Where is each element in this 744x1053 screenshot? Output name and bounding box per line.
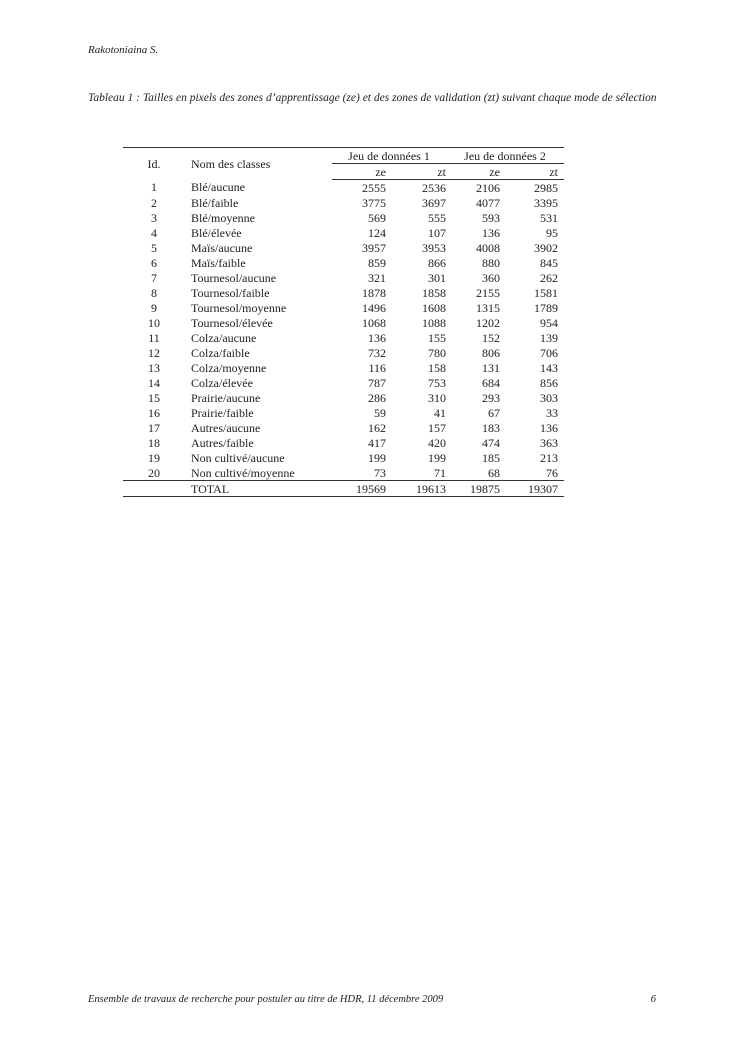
cell-ze-2: 19875 bbox=[446, 481, 504, 497]
cell-zt-1: 555 bbox=[428, 210, 446, 225]
table-row bbox=[123, 195, 564, 210]
cell-ze-2: 880 bbox=[482, 255, 500, 270]
cell-id: 5 bbox=[151, 240, 157, 255]
cell-class-name: Maïs/faible bbox=[191, 255, 246, 270]
cell-ze-1: 136 bbox=[368, 330, 386, 345]
cell-zt-2: 76 bbox=[504, 465, 564, 481]
table-row bbox=[123, 240, 564, 255]
cell-zt-1: 753 bbox=[428, 375, 446, 390]
table-row bbox=[123, 435, 564, 450]
cell-ze-1: 19569 bbox=[332, 481, 390, 497]
cell-zt-2: 143 bbox=[540, 360, 558, 375]
cell-class-name: Colza/aucune bbox=[191, 330, 257, 345]
cell-class-name: Colza/élevée bbox=[191, 375, 253, 390]
cell-ze-2: 806 bbox=[482, 345, 500, 360]
page-number: 6 bbox=[650, 994, 656, 1005]
subheader-ze-2: ze bbox=[446, 164, 504, 180]
cell-ze-1: 417 bbox=[368, 435, 386, 450]
cell-ze-1: 2555 bbox=[362, 180, 386, 195]
cell-ze-2: 2106 bbox=[476, 180, 500, 195]
cell-class-name: Non cultivé/aucune bbox=[191, 450, 285, 465]
cell-zt-1: 19613 bbox=[390, 481, 446, 497]
cell-zt-1: 107 bbox=[428, 225, 446, 240]
cell-zt-1: 310 bbox=[428, 390, 446, 405]
cell-id: 13 bbox=[148, 360, 160, 375]
cell-ze-2: 152 bbox=[482, 330, 500, 345]
table-row bbox=[123, 360, 564, 375]
table-row bbox=[123, 405, 564, 420]
table-row bbox=[123, 390, 564, 405]
cell-id: 2 bbox=[151, 195, 157, 210]
cell-ze-1: 116 bbox=[368, 360, 386, 375]
cell-zt-1: 3953 bbox=[422, 240, 446, 255]
cell-id: 6 bbox=[151, 255, 157, 270]
table-total-row bbox=[123, 481, 564, 497]
cell-class-name: Autres/aucune bbox=[191, 420, 261, 435]
table-row bbox=[123, 465, 564, 481]
cell-id: 16 bbox=[148, 405, 160, 420]
cell-zt-2: 33 bbox=[546, 405, 558, 420]
cell-ze-1: 732 bbox=[368, 345, 386, 360]
cell-zt-2: 845 bbox=[540, 255, 558, 270]
cell-zt-1: 71 bbox=[390, 465, 446, 481]
cell-id: 7 bbox=[151, 270, 157, 285]
cell-ze-1: 787 bbox=[368, 375, 386, 390]
cell-ze-2: 131 bbox=[482, 360, 500, 375]
cell-id: 9 bbox=[151, 300, 157, 315]
cell-ze-2: 1202 bbox=[476, 315, 500, 330]
table-row bbox=[123, 225, 564, 240]
cell-id: 1 bbox=[151, 180, 157, 195]
header-id: Id. bbox=[123, 148, 185, 180]
cell-ze-1: 286 bbox=[368, 390, 386, 405]
data-table bbox=[123, 147, 564, 497]
cell-class-name: Tournesol/moyenne bbox=[191, 300, 287, 315]
cell-class-name: Prairie/aucune bbox=[191, 390, 261, 405]
cell-zt-1: 199 bbox=[428, 450, 446, 465]
cell-zt-1: 866 bbox=[428, 255, 446, 270]
cell-ze-1: 3775 bbox=[362, 195, 386, 210]
table-row bbox=[123, 285, 564, 300]
cell-zt-2: 262 bbox=[540, 270, 558, 285]
cell-zt-1: 41 bbox=[434, 405, 446, 420]
cell-ze-1: 73 bbox=[332, 465, 390, 481]
cell-ze-1: 859 bbox=[368, 255, 386, 270]
cell-class-name: Autres/faible bbox=[191, 435, 254, 450]
cell-class-name: Colza/moyenne bbox=[191, 360, 267, 375]
cell-zt-2: 213 bbox=[540, 450, 558, 465]
cell-zt-1: 158 bbox=[428, 360, 446, 375]
table-row bbox=[123, 345, 564, 360]
cell-ze-2: 67 bbox=[488, 405, 500, 420]
cell-ze-2: 360 bbox=[482, 270, 500, 285]
cell-class-name: Blé/aucune bbox=[191, 180, 245, 195]
cell-class-name: Prairie/faible bbox=[191, 405, 254, 420]
subheader-ze-1: ze bbox=[332, 164, 390, 180]
header-dataset-1: Jeu de données 1 bbox=[332, 148, 446, 164]
table-row bbox=[123, 270, 564, 285]
cell-ze-2: 4008 bbox=[476, 240, 500, 255]
cell-zt-2: 856 bbox=[540, 375, 558, 390]
cell-ze-2: 183 bbox=[482, 420, 500, 435]
cell-class-name: Tournesol/aucune bbox=[191, 270, 277, 285]
cell-class-name: Tournesol/élevée bbox=[191, 315, 273, 330]
cell-ze-1: 124 bbox=[368, 225, 386, 240]
cell-id: 3 bbox=[151, 210, 157, 225]
table-row bbox=[123, 300, 564, 315]
cell-ze-2: 684 bbox=[482, 375, 500, 390]
cell-id: 12 bbox=[148, 345, 160, 360]
cell-ze-2: 4077 bbox=[476, 195, 500, 210]
cell-zt-1: 420 bbox=[428, 435, 446, 450]
cell-zt-2: 136 bbox=[540, 420, 558, 435]
cell-zt-2: 303 bbox=[540, 390, 558, 405]
cell-id: 10 bbox=[148, 315, 160, 330]
cell-ze-1: 59 bbox=[374, 405, 386, 420]
subheader-zt-1: zt bbox=[390, 164, 446, 180]
cell-class-name: TOTAL bbox=[185, 481, 332, 497]
cell-zt-1: 157 bbox=[428, 420, 446, 435]
cell-zt-1: 301 bbox=[428, 270, 446, 285]
running-header-author: Rakotoniaina S. bbox=[88, 44, 159, 56]
table-row bbox=[123, 210, 564, 225]
cell-ze-2: 293 bbox=[482, 390, 500, 405]
cell-zt-2: 1789 bbox=[534, 300, 558, 315]
cell-id: 15 bbox=[148, 390, 160, 405]
cell-ze-2: 68 bbox=[446, 465, 504, 481]
cell-ze-1: 3957 bbox=[362, 240, 386, 255]
cell-zt-2: 19307 bbox=[504, 481, 564, 497]
cell-ze-2: 185 bbox=[482, 450, 500, 465]
cell-zt-1: 155 bbox=[428, 330, 446, 345]
table-row bbox=[123, 450, 564, 465]
cell-id: 11 bbox=[148, 330, 160, 345]
cell-ze-2: 474 bbox=[482, 435, 500, 450]
cell-class-name: Maïs/aucune bbox=[191, 240, 253, 255]
table-row bbox=[123, 255, 564, 270]
cell-zt-2: 363 bbox=[540, 435, 558, 450]
cell-zt-2: 706 bbox=[540, 345, 558, 360]
cell-ze-1: 199 bbox=[368, 450, 386, 465]
cell-zt-1: 1608 bbox=[422, 300, 446, 315]
cell-id: 18 bbox=[148, 435, 160, 450]
cell-id: 8 bbox=[151, 285, 157, 300]
cell-zt-1: 3697 bbox=[422, 195, 446, 210]
cell-zt-2: 95 bbox=[546, 225, 558, 240]
cell-ze-2: 593 bbox=[482, 210, 500, 225]
cell-ze-1: 1068 bbox=[362, 315, 386, 330]
table-row bbox=[123, 330, 564, 345]
cell-zt-2: 3902 bbox=[534, 240, 558, 255]
table-row bbox=[123, 420, 564, 435]
cell-id bbox=[123, 481, 185, 497]
cell-zt-1: 1088 bbox=[422, 315, 446, 330]
table-row bbox=[123, 315, 564, 330]
cell-class-name: Blé/moyenne bbox=[191, 210, 255, 225]
cell-zt-2: 531 bbox=[540, 210, 558, 225]
cell-zt-2: 3395 bbox=[534, 195, 558, 210]
subheader-zt-2: zt bbox=[504, 164, 564, 180]
cell-ze-2: 1315 bbox=[476, 300, 500, 315]
cell-class-name: Colza/faible bbox=[191, 345, 250, 360]
table-header-row bbox=[123, 148, 564, 164]
cell-zt-2: 139 bbox=[540, 330, 558, 345]
cell-ze-1: 162 bbox=[368, 420, 386, 435]
cell-id: 4 bbox=[151, 225, 157, 240]
cell-class-name: Non cultivé/moyenne bbox=[185, 465, 332, 481]
cell-id: 20 bbox=[123, 465, 185, 481]
cell-zt-1: 1858 bbox=[422, 285, 446, 300]
cell-ze-1: 1878 bbox=[362, 285, 386, 300]
cell-id: 14 bbox=[148, 375, 160, 390]
cell-ze-1: 1496 bbox=[362, 300, 386, 315]
footer-text: Ensemble de travaux de recherche pour postuler au titre de HDR, 11 décembre 2009 bbox=[88, 994, 444, 1005]
cell-zt-2: 954 bbox=[540, 315, 558, 330]
cell-class-name: Tournesol/faible bbox=[191, 285, 270, 300]
cell-id: 19 bbox=[148, 450, 160, 465]
cell-ze-2: 136 bbox=[482, 225, 500, 240]
header-dataset-2: Jeu de données 2 bbox=[446, 148, 564, 164]
cell-zt-1: 2536 bbox=[422, 180, 446, 195]
header-class-name: Nom des classes bbox=[185, 148, 332, 180]
cell-class-name: Blé/élevée bbox=[191, 225, 242, 240]
cell-ze-1: 321 bbox=[368, 270, 386, 285]
cell-zt-2: 1581 bbox=[534, 285, 558, 300]
cell-id: 17 bbox=[148, 420, 160, 435]
table-body bbox=[123, 180, 564, 497]
table-row bbox=[123, 180, 564, 196]
cell-ze-1: 569 bbox=[368, 210, 386, 225]
cell-zt-2: 2985 bbox=[534, 180, 558, 195]
cell-zt-1: 780 bbox=[428, 345, 446, 360]
table-row bbox=[123, 375, 564, 390]
cell-class-name: Blé/faible bbox=[191, 195, 239, 210]
table-caption: Tableau 1 : Tailles en pixels des zones d’apprentissage (ze) et des zones de validation (zt) suivant chaque mode de sélection bbox=[88, 92, 657, 104]
cell-ze-2: 2155 bbox=[476, 285, 500, 300]
